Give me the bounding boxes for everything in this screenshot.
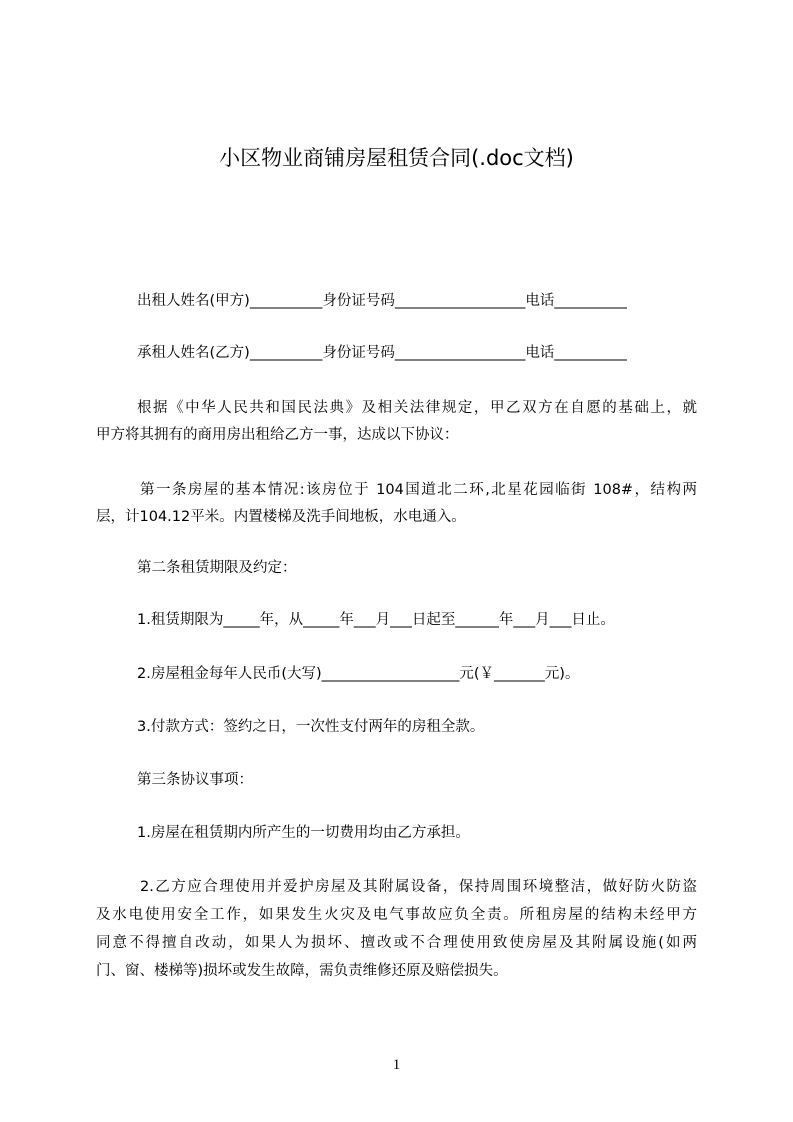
article-2-item-3: 3.付款方式：签约之日，一次性支付两年的房租全款。	[137, 719, 485, 735]
article-1-line-1: 第一条房屋的基本情况:该房位于 104国道北二环,北星花园临街 108#，结构两	[140, 482, 697, 498]
article-1-line-2: 层，计104.12平米。内置楼梯及洗手间地板，水电通入。	[96, 509, 466, 525]
article-3-item-1: 1.房屋在租赁期内所产生的一切费用均由乙方承担。	[137, 825, 470, 841]
article-2-item-1: 1.租赁期限为_____年，从_____年___月___日起至______年___月___日止。	[137, 612, 615, 628]
intro-line-1: 根据《中华人民共和国民法典》及相关法律规定，甲乙双方在自愿的基础上，就	[137, 400, 697, 416]
intro-line-2: 甲方将其拥有的商用房出租给乙方一事，达成以下协议：	[96, 427, 459, 443]
article-3-heading: 第三条协议事项：	[137, 772, 253, 788]
party-b-line: 承租人姓名(乙方)__________身份证号码__________________电话__________	[137, 345, 627, 361]
article-3-item-2-line-4: 门、窗、楼梯等)损坏或发生故障，需负责维修还原及赔偿损失。	[96, 963, 508, 979]
document-title: 小区物业商铺房屋租赁合同(.doc文档)	[219, 146, 574, 170]
article-3-item-2-line-3: 同意不得擅自改动，如果人为损坏、擅改或不合理使用致使房屋及其附属设施(如两	[96, 935, 697, 951]
party-a-line: 出租人姓名(甲方)__________身份证号码__________________电话__________	[137, 293, 627, 309]
page-number: 1	[392, 1057, 401, 1073]
article-3-item-2-line-1: 2.乙方应合理使用并爱护房屋及其附属设备，保持周围环境整洁，做好防火防盗	[140, 879, 697, 895]
article-2-heading: 第二条租赁期限及约定：	[137, 560, 297, 576]
article-2-item-2: 2.房屋租金每年人民币(大写)___________________元(￥_______元)。	[137, 666, 580, 682]
article-3-item-2-line-2: 及水电使用安全工作，如果发生火灾及电气事故应负全责。所租房屋的结构未经甲方	[96, 907, 697, 923]
